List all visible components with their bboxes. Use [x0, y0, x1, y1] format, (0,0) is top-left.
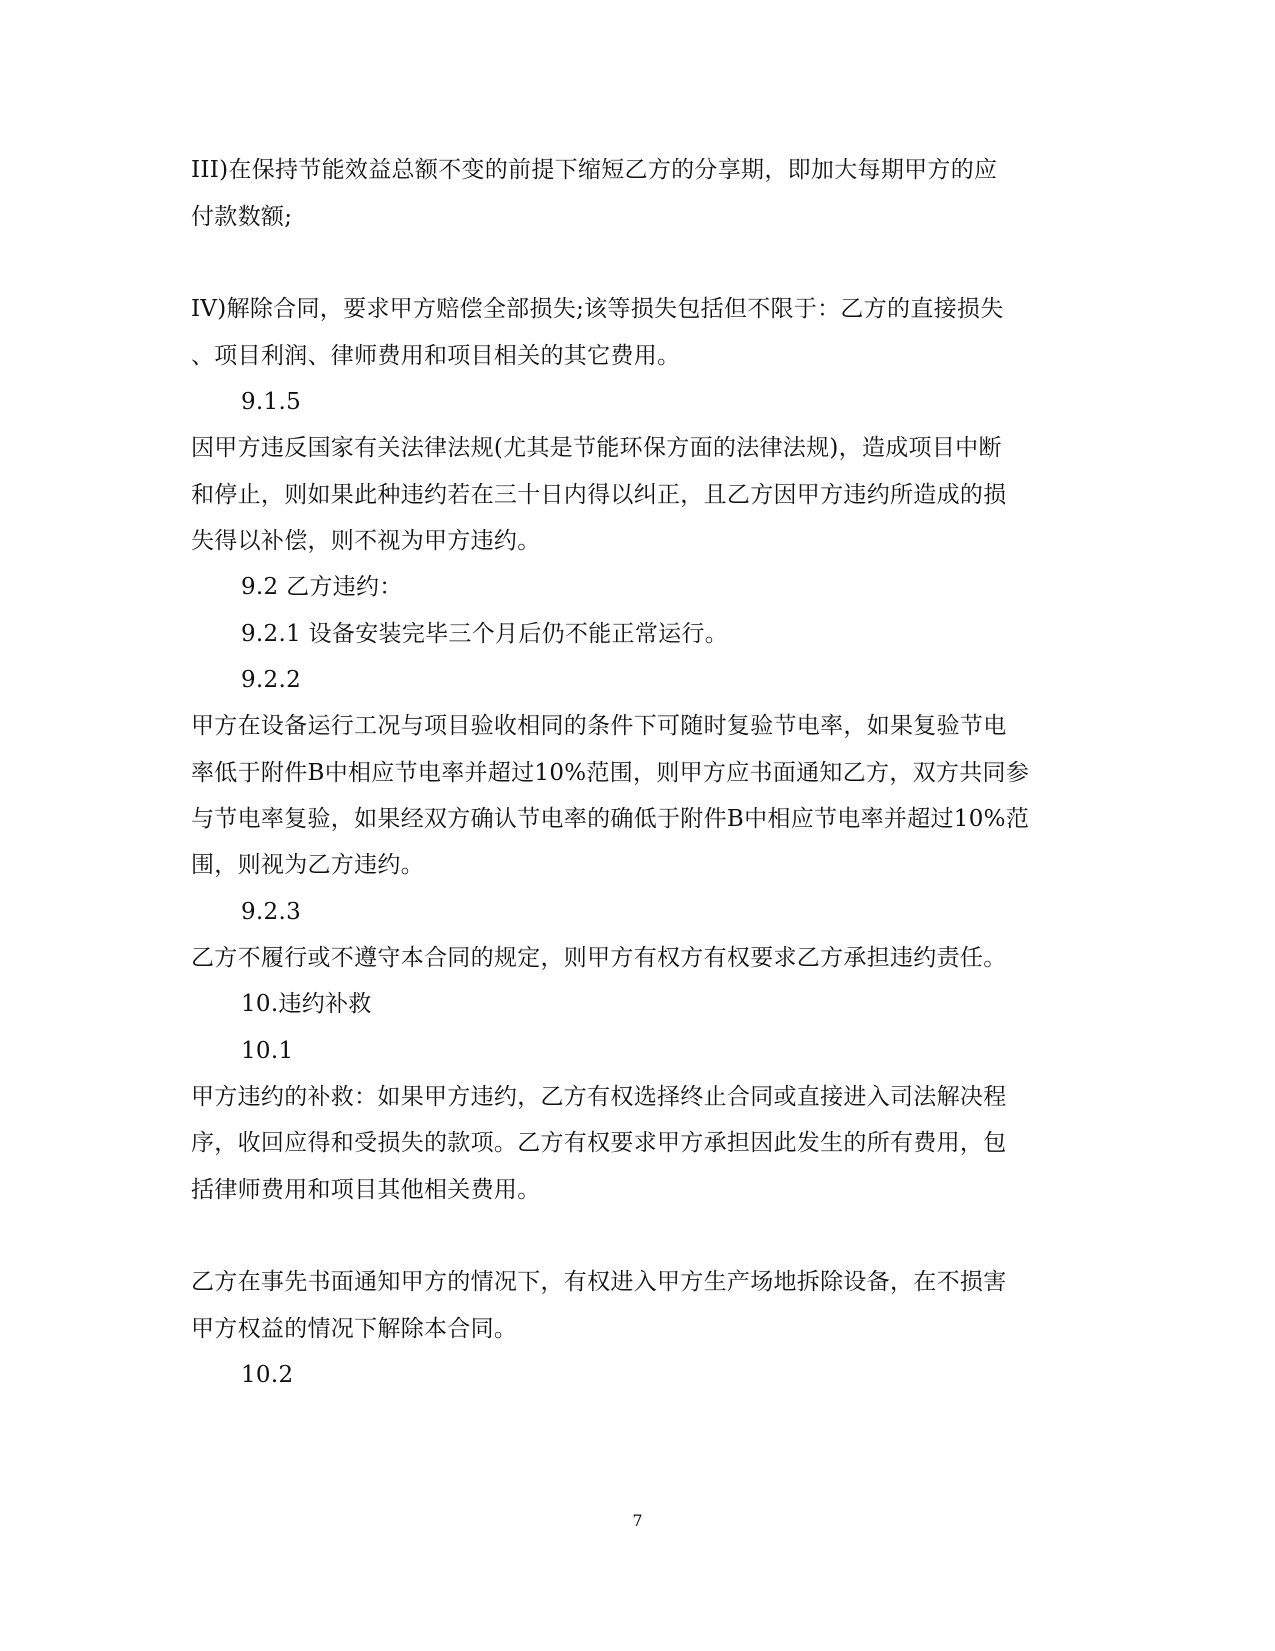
paragraph-line: IV)解除合同，要求甲方赔偿全部损失;该等损失包括但不限于：乙方的直接损失 [191, 296, 1004, 322]
paragraph-line: 乙方在事先书面通知甲方的情况下，有权进入甲方生产场地拆除设备，在不损害 [191, 1269, 1007, 1295]
paragraph-line: 失得以补偿，则不视为甲方违约。 [191, 528, 541, 554]
paragraph-line: III)在保持节能效益总额不变的前提下缩短乙方的分享期，即加大每期甲方的应 [191, 157, 998, 183]
paragraph-line: 和停止，则如果此种违约若在三十日内得以纠正，且乙方因甲方违约所造成的损 [191, 482, 1007, 508]
section-heading: 10.违约补救 [241, 991, 372, 1017]
section-number: 10.2 [241, 1362, 294, 1388]
section-number: 9.2.3 [241, 899, 302, 925]
paragraph-line: 甲方违约的补救：如果甲方违约，乙方有权选择终止合同或直接进入司法解决程 [191, 1084, 1007, 1110]
section-number: 9.2.2 [241, 667, 302, 693]
paragraph-line: 、项目利润、律师费用和项目相关的其它费用。 [191, 343, 681, 369]
section-heading: 9.2 乙方违约： [241, 574, 403, 600]
paragraph-line: 率低于附件B中相应节电率并超过10%范围，则甲方应书面通知乙方，双方共同参 [191, 760, 1030, 786]
section-number: 10.1 [241, 1038, 294, 1064]
paragraph-line: 序，收回应得和受损失的款项。乙方有权要求甲方承担因此发生的所有费用，包 [191, 1130, 1007, 1156]
paragraph-line: 括律师费用和项目其他相关费用。 [191, 1177, 541, 1203]
paragraph-line: 乙方不履行或不遵守本合同的规定，则甲方有权方有权要求乙方承担违约责任。 [191, 945, 1007, 971]
paragraph-line: 因甲方违反国家有关法律法规(尤其是节能环保方面的法律法规)，造成项目中断 [191, 435, 1002, 461]
paragraph-line: 甲方在设备运行工况与项目验收相同的条件下可随时复验节电率，如果复验节电 [191, 713, 1007, 739]
paragraph-line: 围，则视为乙方违约。 [191, 852, 424, 878]
page-number: 7 [632, 1511, 643, 1530]
section-item: 9.2.1 设备安装完毕三个月后仍不能正常运行。 [241, 621, 729, 647]
paragraph-line: 与节电率复验，如果经双方确认节电率的确低于附件B中相应节电率并超过10%范 [191, 806, 1030, 832]
paragraph-line: 甲方权益的情况下解除本合同。 [191, 1316, 518, 1342]
paragraph-line: 付款数额; [191, 204, 293, 230]
section-number: 9.1.5 [241, 389, 302, 415]
